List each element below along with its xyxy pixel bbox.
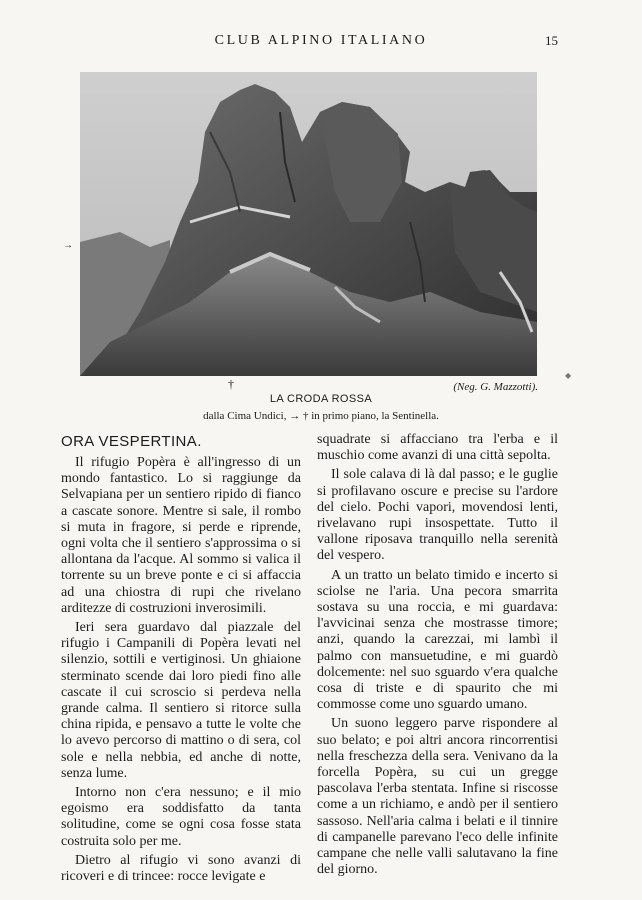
mountain-photo-icon <box>80 72 537 376</box>
right-column <box>317 432 558 878</box>
paragraph: Il rifugio Popèra è all'ingresso di un mondo fantastico. Lo si raggiunge da Selvapiana per un sentiero ripido di fianco a cascate sonore. Mentre si sale, il rombo si muta in fragore, si perde e riprende, ogni volta che il sentiero s'approssima o si allontana da l'acque. Al sommo si valica il torrente su un breve ponte e ci si affaccia ad una chiostra di rupi che rivelano arditezze di costruzioni inverosimili. <box>61 455 301 616</box>
paragraph: Dietro al rifugio vi sono avanzi di ricoveri e di trincee: rocce levigate e <box>61 852 301 885</box>
paragraph: Il sole calava di là dal passo; e le guglie si profilavano oscure e precise su l'ardore del cielo. Pochi vapori, movendosi lenti, rivelavano rupi insospettate. Tutto il vallone riposava tranquillo nella serenità del vespero. <box>317 467 558 564</box>
photo-credit: (Neg. G. Mazzotti). <box>453 381 538 393</box>
paragraph: squadrate si affacciano tra l'erba e il muschio come avanzi di una città sepolta. <box>317 432 558 464</box>
paragraph: Un suono leggero parve rispondere al suo belato; e poi altri ancora rincorrentisi nella freschezza della sera. Venivano da la forcella Popèra, su cui un gregge pascolava l'erba stentata. Infine si riscosse come a un richiamo, e andò per il sentiero sassoso. Nell'aria calma i belati e il tinnire di campanelle parevano l'eco delle infinite campane che nelle valli salutavano la fine del giorno. <box>317 716 558 878</box>
left-column <box>61 432 301 885</box>
mountain-photo <box>80 72 537 376</box>
paragraph: A un tratto un belato timido e incerto si sciolse ne l'aria. Una pecora smarrita sostava su una roccia, e mi guardava: l'avvicinai senza che mostrasse timore; anzi, quando la carezzai, mi lambì il palmo con mansuetudine, e mi guardò dolcemente: nel suo sguardo v'era qualche cosa di triste e di spaurito che mi commosse come uno sguardo umano. <box>317 567 558 713</box>
margin-mark: ◆ <box>565 371 572 380</box>
paragraph: Ieri sera guardavo dal piazzale del rifugio i Campanili di Popèra levati nel silenzio, sottili e vertiginosi. Un ghiaione sterminato scende dai loro piedi fino alle cascate il cui scroscio si perdeva nella grande calma. Il sentiero si ritorce sulla china ripida, e pensavo a tutte le volte che lo avevo percorso di mattino o di sera, col sole e nella nebbia, ed anche di notte, senza lume. <box>61 620 301 781</box>
caption-title: LA CRODA ROSSA <box>269 393 373 405</box>
page-number: 15 <box>545 33 558 48</box>
caption-subtitle: dalla Cima Undici, → † in primo piano, la Sentinella. <box>203 410 439 422</box>
running-title: CLUB ALPINO ITALIANO <box>214 33 428 48</box>
dagger-marker: † <box>228 377 234 391</box>
article-title: ORA VESPERTINA. <box>61 433 202 450</box>
side-arrow-marker: → <box>63 240 73 251</box>
page-header <box>0 33 642 51</box>
paragraph: Intorno non c'era nessuno; e il mio egoismo era soddisfatto da tanta solitudine, come se ogni cosa fosse stata costruita solo per me. <box>61 785 301 849</box>
